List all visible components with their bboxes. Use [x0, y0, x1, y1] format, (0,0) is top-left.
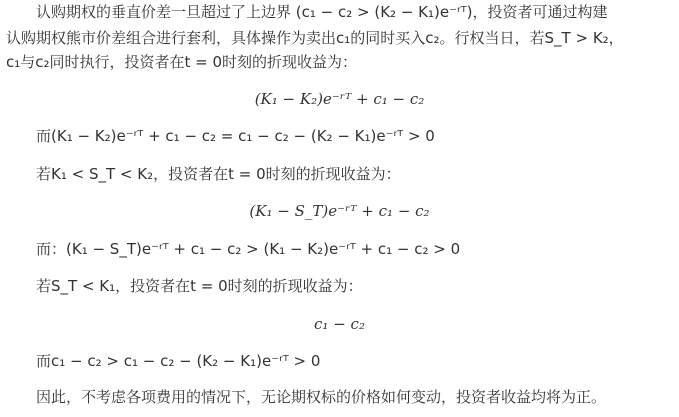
paragraph-line-1: 认购期权的垂直价差一旦超过了上边界 (c₁ − c₂ > (K₂ − K₁)e⁻ʳᵀ)，投资者可通过构建 — [36, 3, 608, 21]
inequality-line-3: 而c₁ − c₂ > c₁ − c₂ − (K₂ − K₁)e⁻ʳᵀ > 0 — [36, 352, 321, 370]
inequality-line-2: 而：(K₁ − S_T)e⁻ʳᵀ + c₁ − c₂ > (K₁ − K₂)e⁻ʳᵀ + c₁ − c₂ > 0 — [36, 240, 461, 258]
inequality-line-1: 而(K₁ − K₂)e⁻ʳᵀ + c₁ − c₂ = c₁ − c₂ − (K₂ − K₁)e⁻ʳᵀ > 0 — [36, 127, 435, 145]
formula-bear-spread-payoff-middle: (K₁ − S_T)e⁻ʳᵀ + c₁ − c₂ — [249, 202, 430, 220]
formula-bear-spread-payoff-low: c₁ − c₂ — [314, 315, 365, 333]
formula-bear-spread-payoff-high: (K₁ − K₂)e⁻ʳᵀ + c₁ − c₂ — [254, 90, 425, 108]
case-line-low: 若S_T < K₁，投资者在t = 0时刻的折现收益为： — [36, 277, 363, 295]
case-line-middle: 若K₁ < S_T < K₂，投资者在t = 0时刻的折现收益为： — [36, 165, 401, 183]
paragraph-line-3: c₁与c₂同时执行，投资者在t = 0时刻的折现收益为： — [6, 53, 358, 71]
conclusion-line: 因此，不考虑各项费用的情况下，无论期权标的价格如何变动，投资者收益均将为正。 — [36, 388, 607, 406]
paragraph-line-2: 认购期权熊市价差组合进行套利，具体操作为卖出c₁的同时买入c₂。行权当日，若S_T > K₂， — [6, 29, 624, 47]
